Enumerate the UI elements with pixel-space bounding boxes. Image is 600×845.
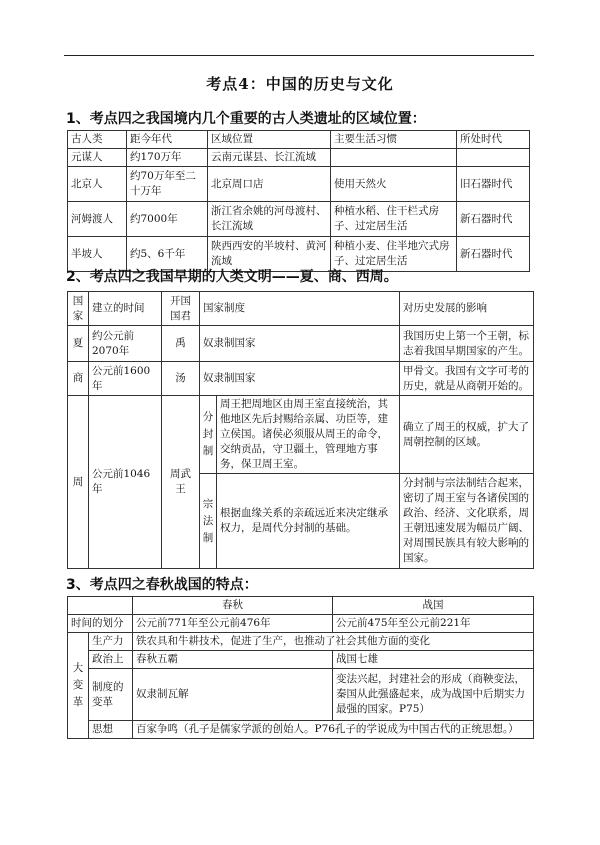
cell: 公元前771年至公元前476年 bbox=[133, 615, 333, 633]
cell: 北京人 bbox=[68, 167, 127, 202]
cell bbox=[457, 149, 530, 167]
table-row-xia bbox=[68, 326, 534, 362]
cell: 制度的变革 bbox=[89, 669, 133, 721]
table-row bbox=[68, 167, 530, 202]
cell: 铁农具和牛耕技术，促进了生产，也推动了社会其他方面的变化 bbox=[133, 633, 534, 651]
cell: 我国历史上第一个王朝，标志着我国早期国家的产生。 bbox=[400, 326, 534, 362]
cell: 奴隶制国家 bbox=[200, 362, 400, 396]
table-header-row bbox=[68, 597, 534, 615]
table-ancient-humans bbox=[67, 130, 530, 272]
cell: 使用天然火 bbox=[331, 167, 457, 202]
cell: 云南元谋县、长江流域 bbox=[208, 149, 331, 167]
header-cell: 距今年代 bbox=[127, 131, 208, 149]
cell: 政治上 bbox=[89, 651, 133, 669]
table-row-shang bbox=[68, 362, 534, 396]
header-cell: 开国国君 bbox=[162, 292, 200, 326]
header-cell: 区域位置 bbox=[208, 131, 331, 149]
cell: 奴隶制国家 bbox=[200, 326, 400, 362]
table-row bbox=[68, 651, 534, 669]
header-cell: 所处时代 bbox=[457, 131, 530, 149]
header-cell: 战国 bbox=[333, 597, 534, 615]
table-chunqiu-zhanguo bbox=[67, 596, 534, 739]
cell: 夏 bbox=[68, 326, 89, 362]
section3-heading: 3、考点四之春秋战国的特点： bbox=[66, 577, 258, 593]
cell: 根据血缘关系的亲疏远近来决定继承权力，是周代分封制的基础。 bbox=[217, 474, 400, 569]
header-cell: 建立的时间 bbox=[89, 292, 162, 326]
cell: 思想 bbox=[89, 721, 133, 739]
table-row bbox=[68, 149, 530, 167]
cell: 商 bbox=[68, 362, 89, 396]
table-row bbox=[68, 669, 534, 721]
cell: 战国七雄 bbox=[333, 651, 534, 669]
cell: 约5、6千年 bbox=[127, 237, 208, 272]
header-cell: 国家制度 bbox=[200, 292, 400, 326]
table-row bbox=[68, 721, 534, 739]
cell: 甲骨文。我国有文字可考的历史，就是从商朝开始的。 bbox=[400, 362, 534, 396]
cell: 新石器时代 bbox=[457, 237, 530, 272]
cell: 北京周口店 bbox=[208, 167, 331, 202]
cell: 种植小麦、住半地穴式房子、过定居生活 bbox=[331, 237, 457, 272]
header-cell: 古人类 bbox=[68, 131, 127, 149]
cell: 禹 bbox=[162, 326, 200, 362]
table-header-row bbox=[68, 292, 534, 326]
cell: 春秋五霸 bbox=[133, 651, 333, 669]
label-zongfa: 宗法制 bbox=[200, 474, 217, 569]
cell: 确立了周王的权威，扩大了周朝控制的区域。 bbox=[400, 396, 534, 474]
label-fenfeng: 分封制 bbox=[200, 396, 217, 474]
header-cell bbox=[68, 597, 133, 615]
cell: 周王把周地区由周王室直接统治，其他地区先后封赐给亲属、功臣等，建立侯国。诸侯必须服从周王的命令，交纳贡品，守卫疆土，管理地方事务，保卫周王室。 bbox=[217, 396, 400, 474]
cell: 约170万年 bbox=[127, 149, 208, 167]
section1-heading: 1、考点四之我国境内几个重要的古人类遗址的区域位置： bbox=[66, 111, 426, 127]
cell: 公元前1600年 bbox=[89, 362, 162, 396]
cell: 新石器时代 bbox=[457, 202, 530, 237]
header-cell: 主要生活习惯 bbox=[331, 131, 457, 149]
table-row bbox=[68, 202, 530, 237]
header-cell: 春秋 bbox=[133, 597, 333, 615]
header-rule bbox=[64, 55, 534, 56]
cell: 约公元前2070年 bbox=[89, 326, 162, 362]
cell: 陕西西安的半坡村、黄河流域 bbox=[208, 237, 331, 272]
section2-heading: 2、考点四之我国早期的人类文明——夏、商、西周。 bbox=[66, 269, 398, 285]
table-row-zhou-fenfeng bbox=[68, 396, 534, 474]
cell: 约7000年 bbox=[127, 202, 208, 237]
cell: 公元前1046年 bbox=[89, 396, 162, 569]
table-row bbox=[68, 633, 534, 651]
label-big-change: 大变革 bbox=[68, 633, 89, 739]
cell: 生产力 bbox=[89, 633, 133, 651]
cell: 公元前475年至公元前221年 bbox=[333, 615, 534, 633]
cell: 种植水稻、住干栏式房子、过定居生活 bbox=[331, 202, 457, 237]
cell: 元谋人 bbox=[68, 149, 127, 167]
header-cell: 国家 bbox=[68, 292, 89, 326]
table-early-dynasties bbox=[67, 291, 534, 569]
table-row bbox=[68, 615, 534, 633]
page-title: 考点4：中国的历史与文化 bbox=[206, 75, 394, 93]
cell: 变法兴起，封建社会的形成（商鞅变法，秦国从此强盛起来，成为战国中后期实力最强的国家。P75） bbox=[333, 669, 534, 721]
cell bbox=[331, 149, 457, 167]
table-header-row bbox=[68, 131, 530, 149]
cell: 百家争鸣（孔子是儒家学派的创始人。P76孔子的学说成为中国古代的正统思想。） bbox=[133, 721, 534, 739]
cell: 浙江省余姚的河母渡村、长江流域 bbox=[208, 202, 331, 237]
cell: 时间的划分 bbox=[68, 615, 133, 633]
cell: 周武王 bbox=[162, 396, 200, 569]
cell: 奴隶制瓦解 bbox=[133, 669, 333, 721]
cell: 周 bbox=[68, 396, 89, 569]
cell: 半坡人 bbox=[68, 237, 127, 272]
cell: 汤 bbox=[162, 362, 200, 396]
cell: 河姆渡人 bbox=[68, 202, 127, 237]
header-cell: 对历史发展的影响 bbox=[400, 292, 534, 326]
cell: 分封制与宗法制结合起来，密切了周王室与各诸侯国的政治、经济、文化联系，周王朝迅速发展为幅员广阔、对周围民族具有较大影响的国家。 bbox=[400, 474, 534, 569]
cell: 旧石器时代 bbox=[457, 167, 530, 202]
cell: 约70万年至二十万年 bbox=[127, 167, 208, 202]
